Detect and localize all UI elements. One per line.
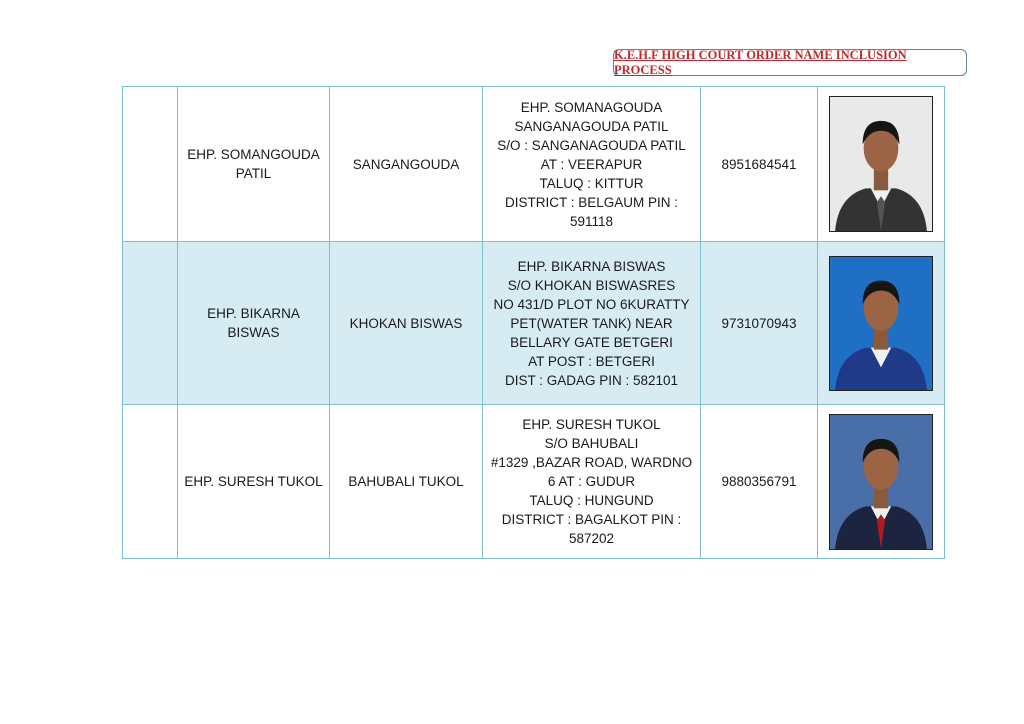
address: EHP. SOMANAGOUDA SANGANAGOUDA PATIL S/O : SANGANAGOUDA PATIL AT : VEERAPUR TALUQ : KITTUR DISTRICT : BELGAUM PIN : 591118 — [483, 87, 701, 242]
phone-number: 9880356791 — [701, 405, 818, 559]
member-photo — [829, 256, 933, 391]
serial-cell — [123, 405, 178, 559]
members-table — [122, 86, 945, 559]
father-name: KHOKAN BISWAS — [330, 242, 483, 405]
table-row — [123, 87, 945, 242]
member-photo — [829, 96, 933, 232]
father-name: BAHUBALI TUKOL — [330, 405, 483, 559]
serial-cell — [123, 87, 178, 242]
member-name: EHP. SURESH TUKOL — [178, 405, 330, 559]
member-name: EHP. SOMANGOUDA PATIL — [178, 87, 330, 242]
document-title: K.E.H.F HIGH COURT ORDER NAME INCLUSION PROCESS — [614, 47, 907, 77]
photo-cell — [818, 242, 945, 405]
member-photo — [829, 414, 933, 550]
table-row — [123, 242, 945, 405]
table-row — [123, 405, 945, 559]
father-name: SANGANGOUDA — [330, 87, 483, 242]
photo-cell — [818, 87, 945, 242]
phone-number: 8951684541 — [701, 87, 818, 242]
member-name: EHP. BIKARNA BISWAS — [178, 242, 330, 405]
phone-number: 9731070943 — [701, 242, 818, 405]
serial-cell — [123, 242, 178, 405]
address: EHP. BIKARNA BISWAS S/O KHOKAN BISWASRES NO 431/D PLOT NO 6KURATTY PET(WATER TANK) NEAR BELLARY GATE BETGERI AT POST : BETGERI DIST : GADAG PIN : 582101 — [483, 242, 701, 405]
photo-cell — [818, 405, 945, 559]
document-title-box — [613, 49, 967, 76]
address: EHP. SURESH TUKOL S/O BAHUBALI #1329 ,BAZAR ROAD, WARDNO 6 AT : GUDUR TALUQ : HUNGUND DISTRICT : BAGALKOT PIN : 587202 — [483, 405, 701, 559]
